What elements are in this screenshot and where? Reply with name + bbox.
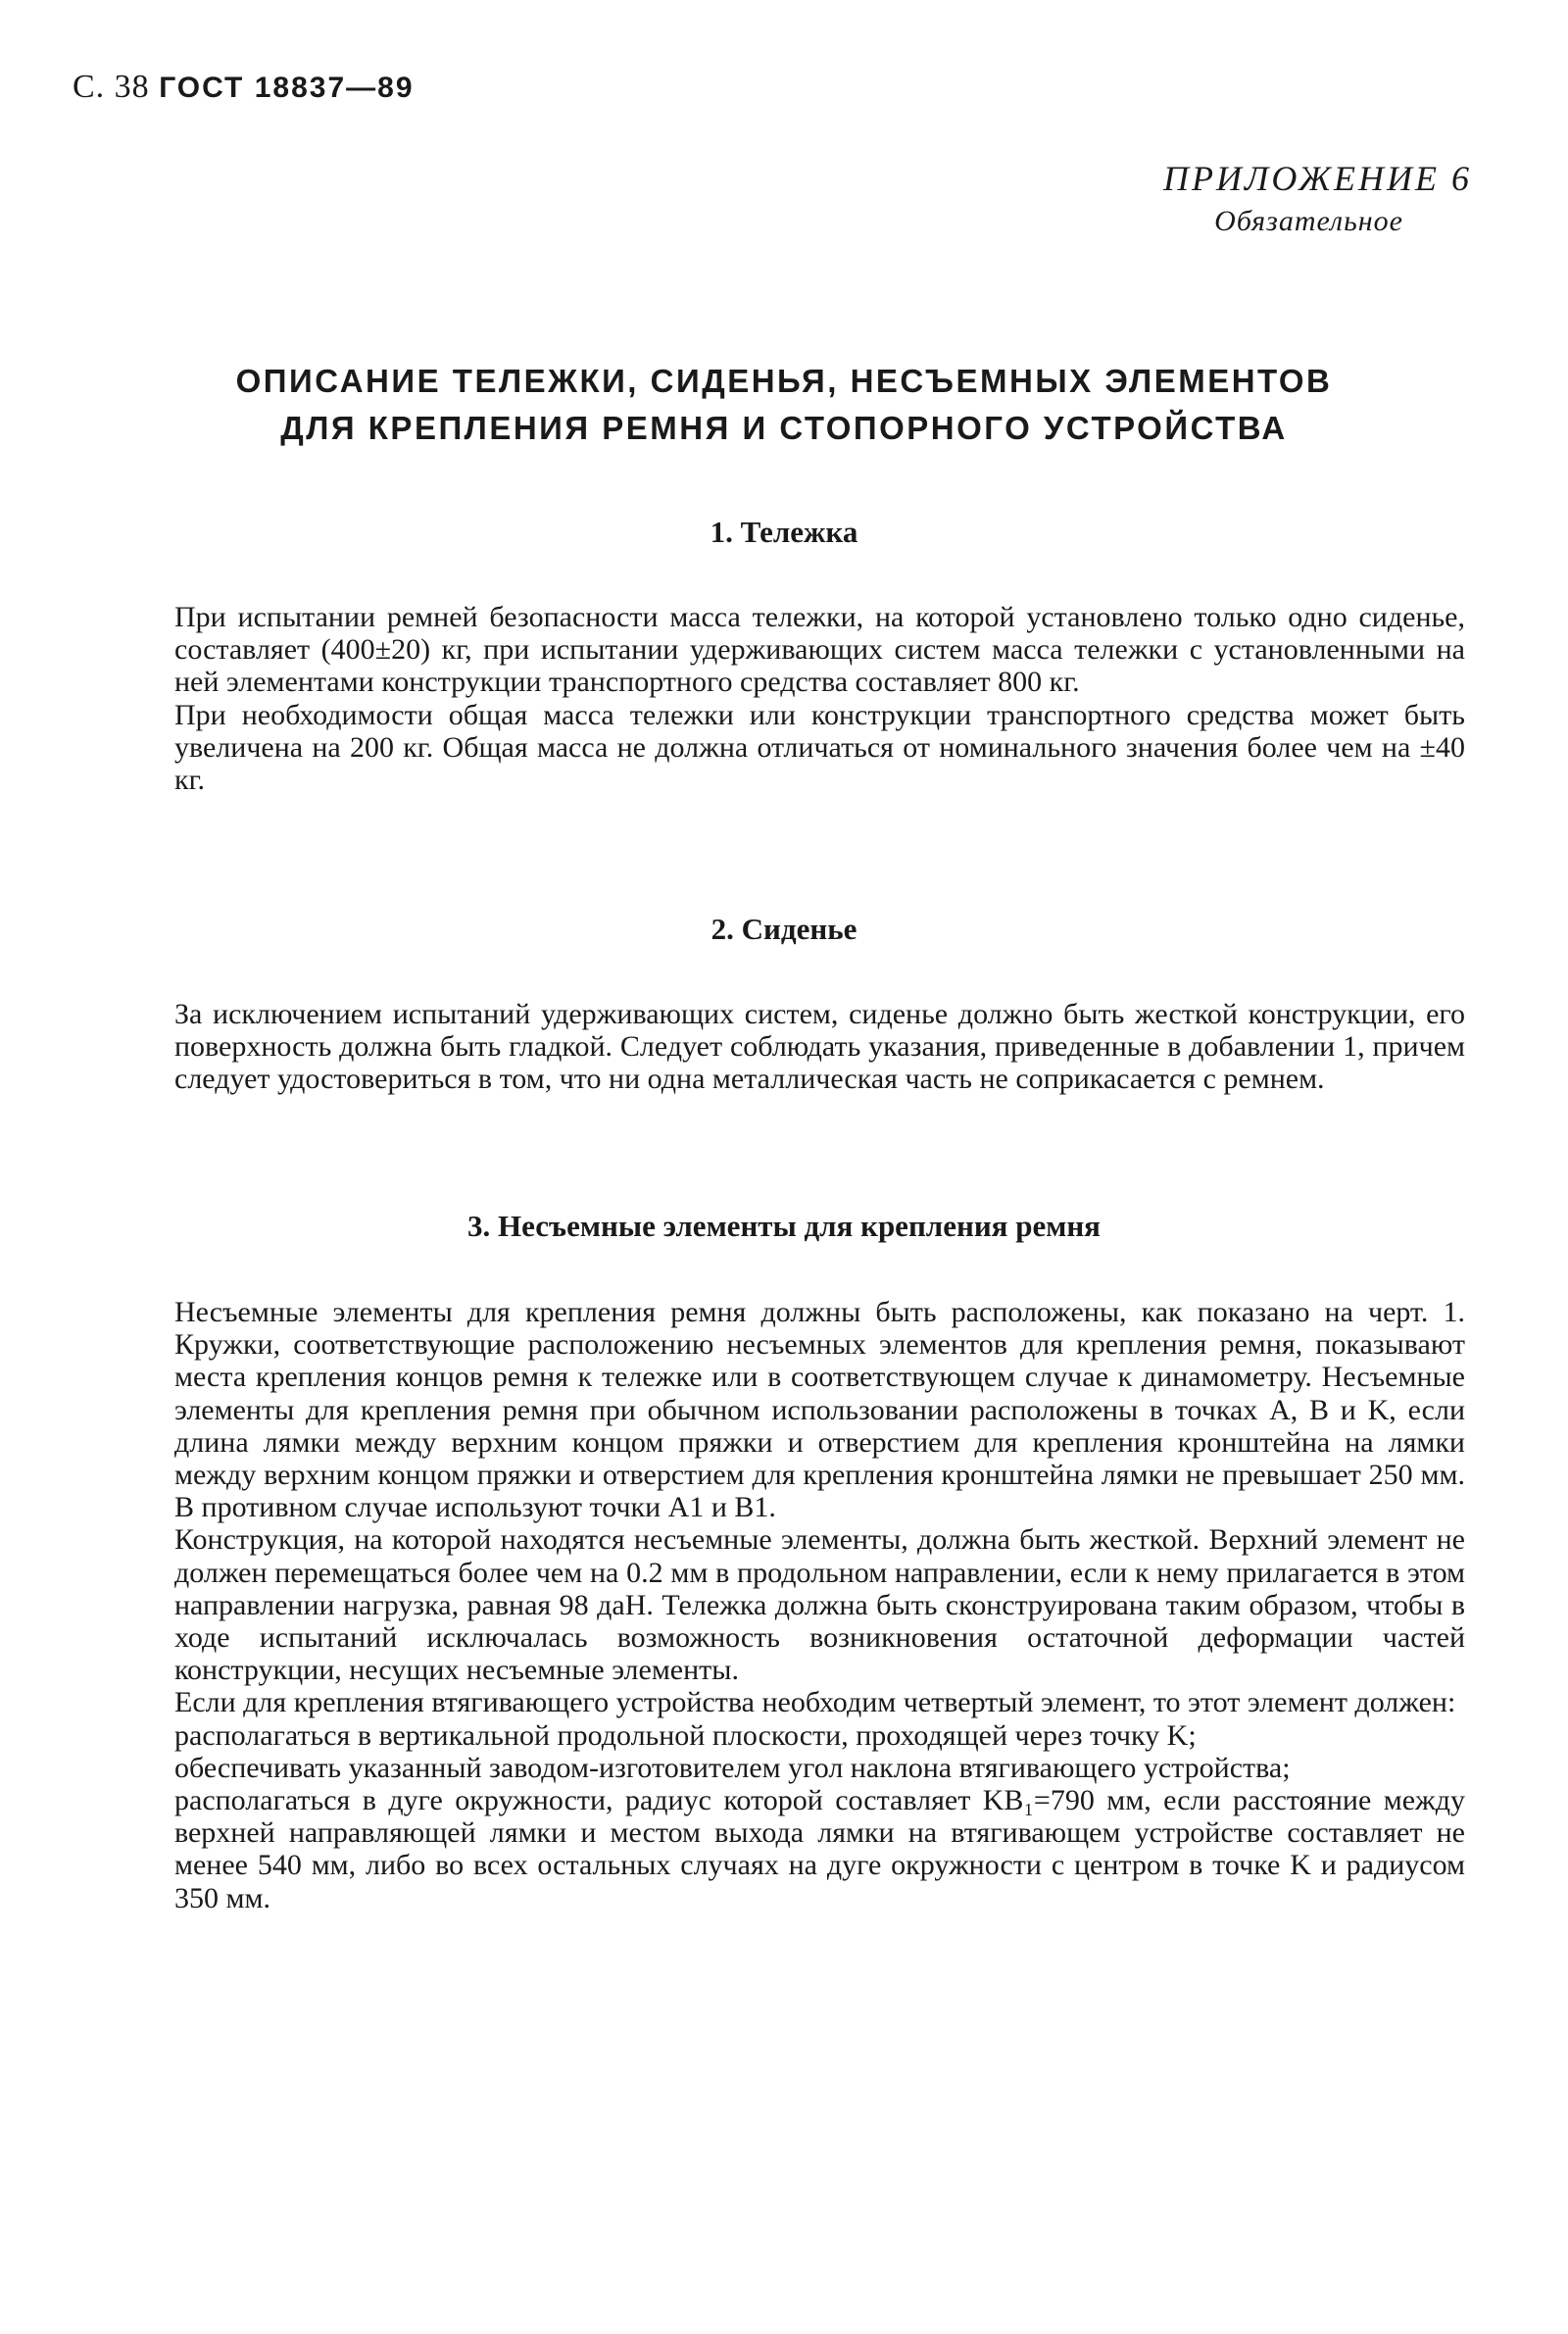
paragraph: При испытании ремней безопасности масса тележки, на которой установлено только одно сиденье, составляет (400±20) кг, при испытании удерживающих систем масса тележки с установленными на ней элементами конструкции транспортного средства составляет 800 кг.	[174, 601, 1465, 699]
paragraph: За исключением испытаний удерживающих систем, сиденье должно быть жесткой конструкции, его поверхность должна быть гладкой. Следует соблюдать указания, приведенные в добавлении 1, причем следует удостовериться в том, что ни одна металлическая часть не соприкасается с ремнем.	[174, 998, 1465, 1096]
paragraph: Конструкция, на которой находятся несъемные элементы, должна быть жесткой. Верхний элемент не должен перемещаться более чем на 0.2 мм в продольном направлении, если к нему прилагается в этом направлении нагрузка, равная 98 даН. Тележка должна быть сконструирована таким образом, чтобы в ходе испытаний исключалась возможность возникновения остаточной деформации частей конструкции, несущих несъемные элементы.	[174, 1523, 1465, 1687]
list-item: располагаться в дуге окружности, радиус которой составляет KB₁=790 мм, если расстояние между верхней направляющей лямки и местом выхода лямки на втягивающем устройстве составляет не менее 540 мм, либо во всех остальных случаях на дуге окружности с центром в точке K и радиусом 350 мм.	[174, 1784, 1465, 1914]
page-header	[73, 69, 415, 106]
section-body-3	[174, 1296, 1465, 1914]
section-body-2	[174, 998, 1465, 1096]
section-body-1	[174, 601, 1465, 796]
section-heading-1: 1. Тележка	[710, 515, 858, 549]
appendix-block	[1163, 157, 1472, 243]
title-line-2: ДЛЯ КРЕПЛЕНИЯ РЕМНЯ И СТОПОРНОГО УСТРОЙСТВА	[280, 410, 1288, 446]
paragraph: При необходимости общая масса тележки или конструкции транспортного средства может быть увеличена на 200 кг. Общая масса не должна отличаться от номинального значения более чем на ±40 кг.	[174, 698, 1465, 797]
page-number: С. 38	[73, 69, 150, 105]
document-title	[0, 358, 1568, 452]
standard-number: ГОСТ 18837—89	[159, 72, 415, 104]
appendix-status: Обязательное	[1214, 205, 1403, 237]
list-item: располагаться в вертикальной продольной плоскости, проходящей через точку K;	[174, 1718, 1197, 1752]
paragraph: Несъемные элементы для крепления ремня должны быть расположены, как показано на черт. 1. Кружки, соответствующие расположению несъемных элементов для крепления ремня, показывают места крепления концов ремня к тележке или в соответствующем случае к динамометру. Несъемные элементы для крепления ремня при обычном использовании расположены в точках A, B и K, если длина лямки между верхним концом пряжки и отверстием для крепления кронштейна на лямки между верхним концом пряжки и отверстием для крепления кронштейна лямки не превышает 250 мм. В противном случае используют точки A1 и B1.	[174, 1296, 1465, 1524]
title-line-1: ОПИСАНИЕ ТЕЛЕЖКИ, СИДЕНЬЯ, НЕСЪЕМНЫХ ЭЛЕМЕНТОВ	[235, 363, 1333, 399]
appendix-label: ПРИЛОЖЕНИЕ 6	[1163, 159, 1472, 198]
list-item: обеспечивать указанный заводом-изготовителем угол наклона втягивающего устройства;	[174, 1751, 1291, 1784]
section-heading-3: 3. Несъемные элементы для крепления ремня	[467, 1209, 1101, 1243]
section-heading-2: 2. Сиденье	[710, 912, 858, 946]
paragraph: Если для крепления втягивающего устройства необходим четвертый элемент, то этот элемент должен:	[174, 1686, 1456, 1719]
